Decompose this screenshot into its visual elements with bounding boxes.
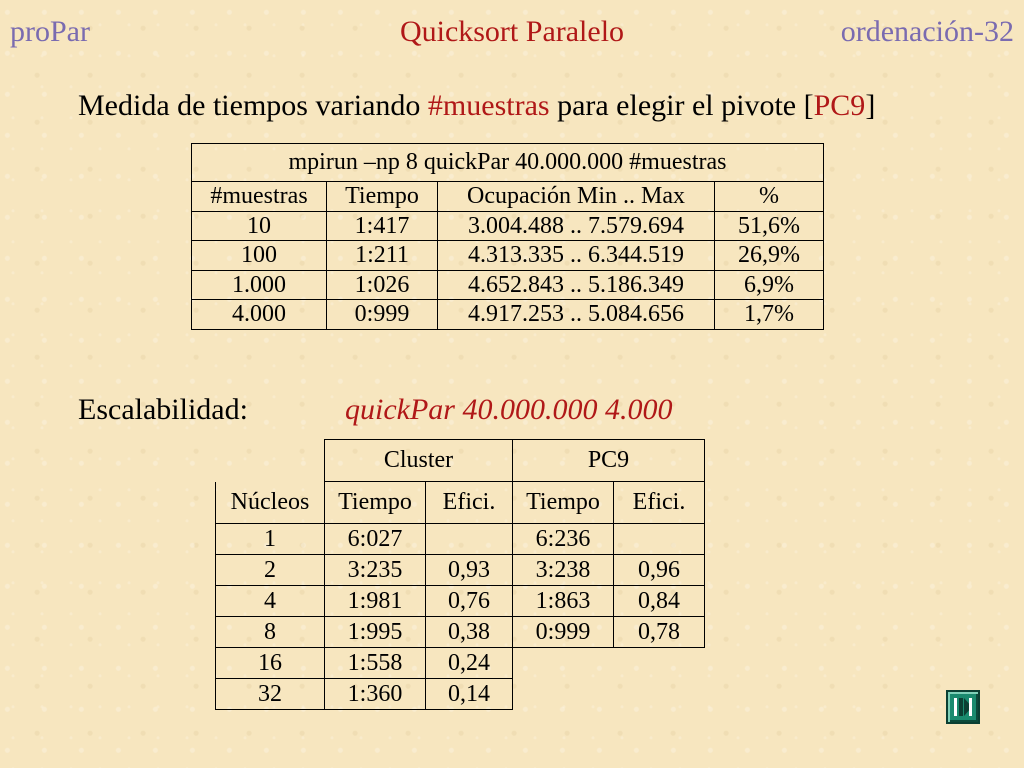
table-row [216, 617, 705, 648]
table-cell: 0,84 [614, 586, 705, 617]
table-cell: 26,9% [715, 241, 824, 271]
table-cell: 2 [216, 555, 325, 586]
table-cell: 0,24 [426, 648, 513, 679]
table-cell: 0,76 [426, 586, 513, 617]
table-title: mpirun –np 8 quickPar 40.000.000 #muestras [192, 144, 824, 182]
empty-cell [513, 679, 705, 710]
table-cell: 0,78 [614, 617, 705, 648]
header-course: proPar [10, 15, 90, 48]
table-cell: 1:558 [325, 648, 426, 679]
col-header-pc9-efici: Efici. [614, 482, 705, 524]
table-cell: 4.000 [192, 300, 327, 330]
table-cell: 32 [216, 679, 325, 710]
table-row [216, 586, 705, 617]
scalability-label: Escalabilidad: [78, 393, 248, 426]
table-cell: 0:999 [327, 300, 438, 330]
table-cell: 6,9% [715, 270, 824, 300]
table-cell: 1:981 [325, 586, 426, 617]
table-cell: 1:026 [327, 270, 438, 300]
table-cell: 0,93 [426, 555, 513, 586]
table-cell: 16 [216, 648, 325, 679]
table-cell: 10 [192, 211, 327, 241]
empty-cell [513, 648, 705, 679]
col-header-tiempo: Tiempo [327, 182, 438, 212]
subtitle-text-2: para elegir el pivote [ [549, 89, 814, 122]
col-header-percent: % [715, 182, 824, 212]
col-header-ocupacion: Ocupación Min .. Max [438, 182, 715, 212]
col-header-nucleos: Núcleos [216, 482, 325, 524]
samples-timing-table [191, 143, 824, 330]
table-row [192, 211, 824, 241]
table-cell: 100 [192, 241, 327, 271]
table-header-row [216, 482, 705, 524]
table-cell: 8 [216, 617, 325, 648]
subtitle [78, 88, 875, 124]
table-header-row [192, 182, 824, 212]
table-cell: 1 [216, 524, 325, 555]
table-cell [614, 524, 705, 555]
scalability-table [215, 439, 705, 710]
table-cell: 0,96 [614, 555, 705, 586]
subtitle-highlight-pc9: PC9 [813, 89, 866, 122]
table-row [192, 300, 824, 330]
table-title-row [192, 144, 824, 182]
table-cell: 1:417 [327, 211, 438, 241]
subtitle-text-3: ] [865, 89, 876, 122]
table-cell: 3:235 [325, 555, 426, 586]
table-row [216, 524, 705, 555]
group-header-cluster: Cluster [325, 440, 513, 482]
table-cell: 1:863 [513, 586, 614, 617]
table-cell: 6:236 [513, 524, 614, 555]
table-cell: 1,7% [715, 300, 824, 330]
group-header-pc9: PC9 [513, 440, 705, 482]
table-cell: 0,14 [426, 679, 513, 710]
table-cell: 0:999 [513, 617, 614, 648]
table-row [192, 270, 824, 300]
table-cell: 4.313.335 .. 6.344.519 [438, 241, 715, 271]
empty-corner [216, 440, 325, 482]
table-cell [426, 524, 513, 555]
col-header-cluster-efici: Efici. [426, 482, 513, 524]
col-header-muestras: #muestras [192, 182, 327, 212]
table-cell: 4 [216, 586, 325, 617]
table-row [216, 679, 705, 710]
skip-to-end-button[interactable] [946, 690, 980, 724]
table-row [216, 555, 705, 586]
group-header-row [216, 440, 705, 482]
subtitle-highlight-muestras: #muestras [427, 89, 550, 122]
table-cell: 51,6% [715, 211, 824, 241]
table-cell: 1:211 [327, 241, 438, 271]
table-row [216, 648, 705, 679]
col-header-pc9-tiempo: Tiempo [513, 482, 614, 524]
table-cell: 4.917.253 .. 5.084.656 [438, 300, 715, 330]
scalability-command: quickPar 40.000.000 4.000 [345, 393, 673, 426]
skip-to-end-icon [951, 695, 975, 719]
table-cell: 4.652.843 .. 5.186.349 [438, 270, 715, 300]
table-cell: 1.000 [192, 270, 327, 300]
subtitle-text-1: Medida de tiempos variando [78, 89, 428, 122]
slide-number: ordenación-32 [840, 15, 1014, 48]
table-cell: 3:238 [513, 555, 614, 586]
table-cell: 3.004.488 .. 7.579.694 [438, 211, 715, 241]
slide-title: Quicksort Paralelo [399, 15, 625, 48]
table-cell: 6:027 [325, 524, 426, 555]
table-cell: 1:360 [325, 679, 426, 710]
table-cell: 1:995 [325, 617, 426, 648]
table-cell: 0,38 [426, 617, 513, 648]
table-row [192, 241, 824, 271]
col-header-cluster-tiempo: Tiempo [325, 482, 426, 524]
